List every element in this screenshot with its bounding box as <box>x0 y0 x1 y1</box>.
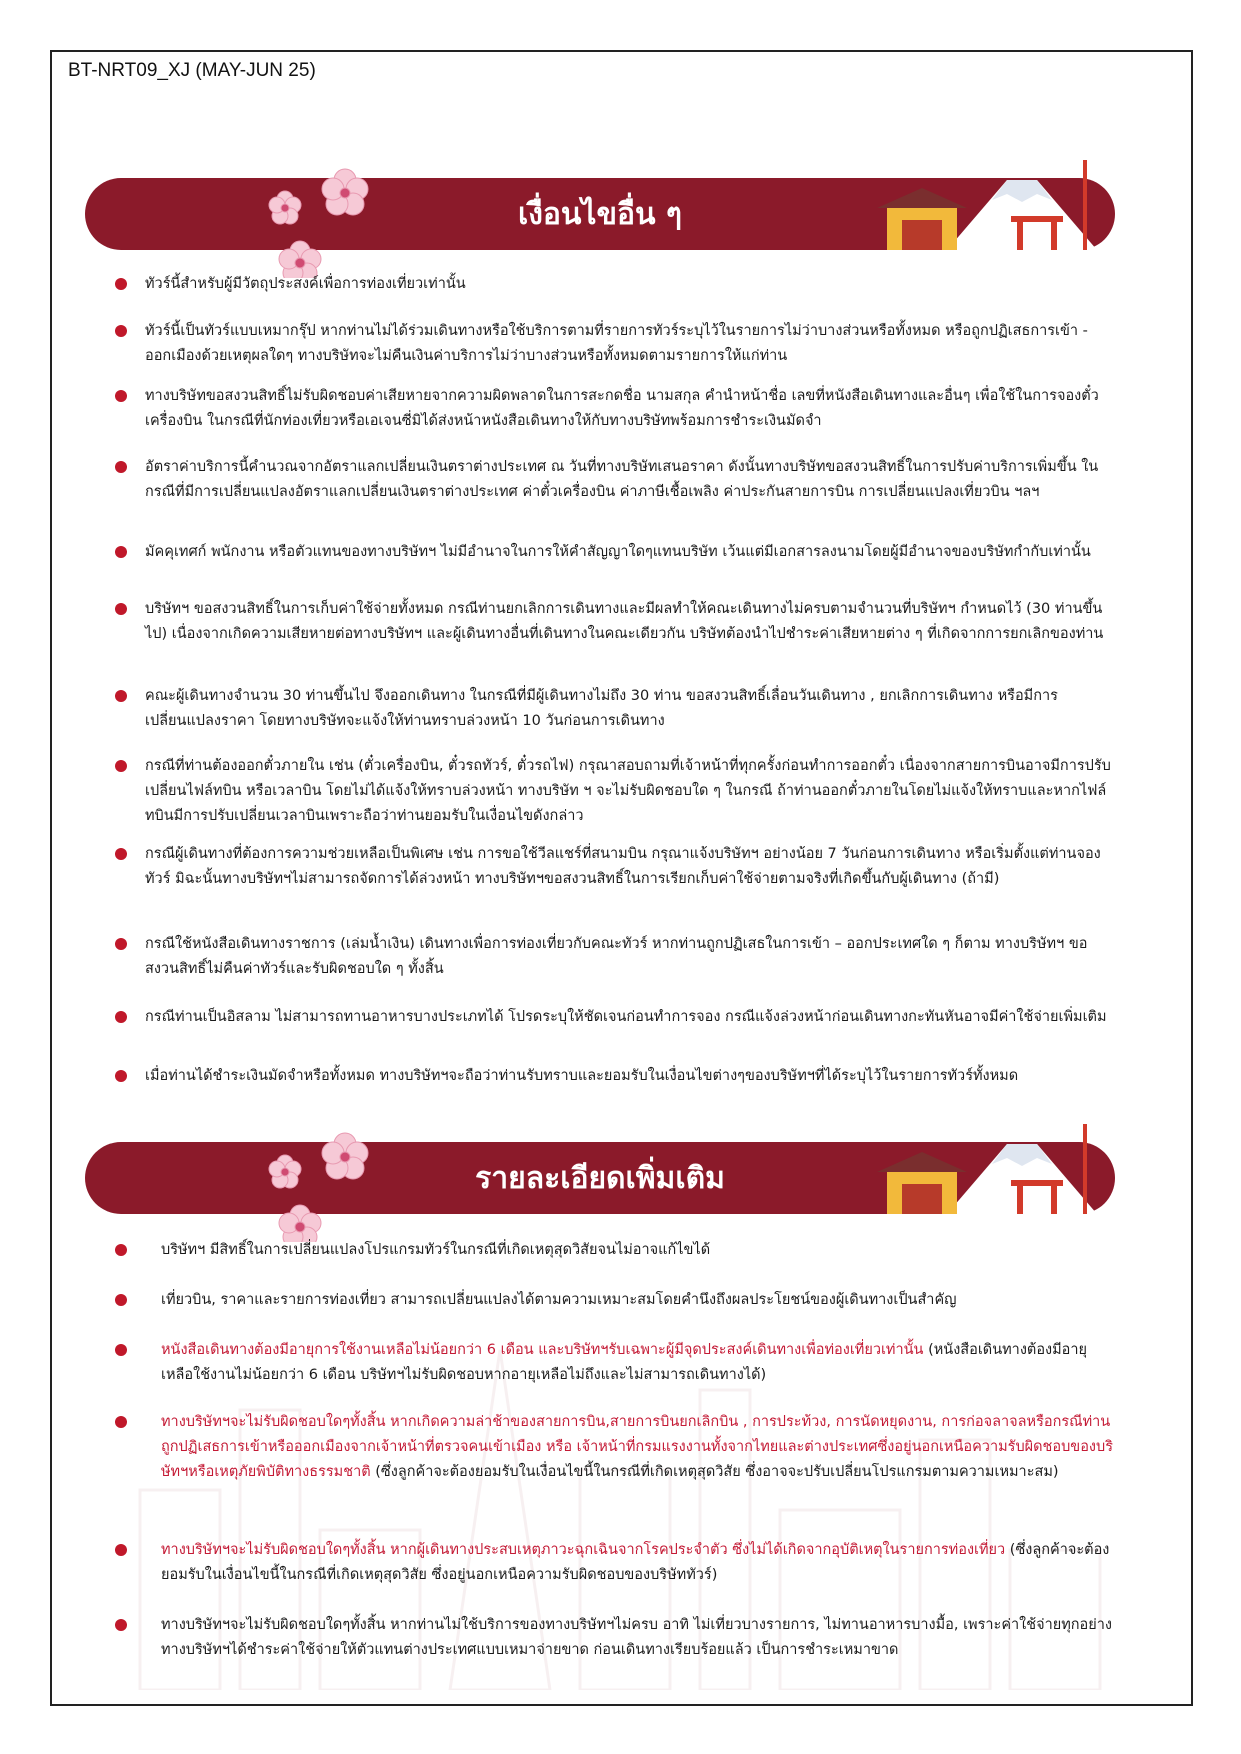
item-text: เที่ยวบิน, ราคาและรายการท่องเที่ยว สามารถเปลี่ยนแปลงได้ตามความเหมาะสมโดยคำนึงถึงผลประโยชน์ของผู้เดินทางเป็นสำคัญ <box>161 1292 957 1308</box>
list-item <box>115 1338 1115 1388</box>
item-text: (ซึ่งลูกค้าจะต้องยอมรับในเงื่อนไขนี้ในกรณีที่เกิดเหตุสุดวิสัย ซึ่งอาจจะปรับเปลี่ยนโปรแกรมตามความเหมาะสม) <box>375 1464 1059 1480</box>
item-text: คณะผู้เดินทางจำนวน 30 ท่านขึ้นไป จึงออกเดินทาง ในกรณีที่มีผู้เดินทางไม่ถึง 30 ท่าน ขอสงวนสิทธิ์เลื่อนวันเดินทาง , ยกเลิกการเดินทาง หรือมีการเปลี่ยนแปลงราคา โดยทางบริษัทจะแจ้งให้ท่านทราบล่วงหน้า 10 วันก่อนการเดินทาง <box>145 688 1058 729</box>
list-item <box>115 319 1115 369</box>
list-item <box>115 384 1115 434</box>
item-text: ทางบริษัทขอสงวนสิทธิ์ไม่รับผิดชอบค่าเสียหายจากความผิดพลาดในการสะกดชื่อ นามสกุล คำนำหน้าชื่อ เลขที่หนังสือเดินทางและอื่นๆ เพื่อใช้ในการจองตั๋วเครื่องบิน ในกรณีที่นักท่องเที่ยวหรือเอเจนซี่มิได้ส่งหน้าหนังสือเดินทางให้กับทางบริษัทพร้อมการชำระเงินมัดจำ <box>145 388 1099 429</box>
list-item <box>115 842 1115 892</box>
bullet-dot <box>115 1416 127 1428</box>
list-item <box>115 684 1115 734</box>
bullet-dot <box>115 278 127 290</box>
sakura-flower-icon <box>235 1132 385 1242</box>
bullet-dot <box>115 938 127 950</box>
list-item <box>115 1288 1115 1313</box>
bullet-dot <box>115 1344 127 1356</box>
section-banner-details <box>85 1142 1115 1214</box>
bullet-dot <box>115 1011 127 1023</box>
item-text: กรณีท่านเป็นอิสลาม ไม่สามารถทานอาหารบางประเภทได้ โปรดระบุให้ชัดเจนก่อนทำการจอง กรณีแจ้งล่วงหน้าก่อนเดินทางกะทันหันอาจมีค่าใช้จ่ายเพิ่มเติม <box>145 1009 1107 1025</box>
list-item <box>115 455 1115 505</box>
list-item <box>115 1538 1115 1588</box>
bullet-dot <box>115 546 127 558</box>
item-text: (ซึ่งลูกค้าจะต้องยอมรับในเงื่อนไขนี้ในกรณีที่เกิดเหตุสุดวิสัย ซึ่งอยู่นอกเหนือความรับผิดชอบของบริษัททัวร์) <box>161 1542 1110 1583</box>
item-text: กรณีที่ท่านต้องออกตั๋วภายใน เช่น (ตั๋วเครื่องบิน, ตั๋วรถทัวร์, ตั๋วรถไฟ) กรุณาสอบถามที่เจ้าหน้าที่ทุกครั้งก่อนทำการออกตั๋ว เนื่องจากสายการบินอาจมีการปรับเปลี่ยนไฟล์ทบิน หรือเวลาบิน โดยไม่ได้แจ้งให้ทราบล่วงหน้า ทางบริษัท ฯ จะไม่รับผิดชอบใด ๆ ในกรณี ถ้าท่านออกตั๋วภายในโดยไม่แจ้งให้ทราบและหากไฟล์ทบินมีการปรับเปลี่ยนเวลาบินเพราะถือว่าท่านยอมรับในเงื่อนไขดังกล่าว <box>145 758 1111 824</box>
list-item <box>115 272 1115 297</box>
item-text: กรณีผู้เดินทางที่ต้องการความช่วยเหลือเป็นพิเศษ เช่น การขอใช้วีลแชร์ที่สนามบิน กรุณาแจ้งบริษัทฯ อย่างน้อย 7 วันก่อนการเดินทาง หรือเริ่มตั้งแต่ท่านจองทัวร์ มิฉะนั้นทางบริษัทฯไม่สามารถจัดการได้ล่วงหน้า ทางบริษัทฯขอสงวนสิทธิ์ในการเรียกเก็บค่าใช้จ่ายตามจริงที่เกิดขึ้นกับผู้เดินทาง (ถ้ามี) <box>145 846 1101 887</box>
list-item <box>115 540 1115 565</box>
item-text: ทัวร์นี้สำหรับผู้มีวัตถุประสงค์เพื่อการท่องเที่ยวเท่านั้น <box>145 276 466 292</box>
item-text-highlight: ทางบริษัทฯจะไม่รับผิดชอบใดๆทั้งสิ้น หากผู้เดินทางประสบเหตุภาวะฉุกเฉินจากโรคประจำตัว ซึ่งไม่ได้เกิดจากอุบัติเหตุในรายการท่องเที่ยว <box>161 1542 1006 1558</box>
bullet-dot <box>115 1619 127 1631</box>
item-text: เมื่อท่านได้ชำระเงินมัดจำหรือทั้งหมด ทางบริษัทฯจะถือว่าท่านรับทราบและยอมรับในเงื่อนไขต่างๆของบริษัทฯที่ได้ระบุไว้ในรายการทัวร์ทั้งหมด <box>145 1068 1019 1084</box>
bullet-dot <box>115 461 127 473</box>
list-item <box>115 1064 1115 1089</box>
sakura-flower-icon <box>235 168 385 278</box>
bullet-dot <box>115 1070 127 1082</box>
list-item <box>115 1005 1115 1030</box>
item-text: ทางบริษัทฯจะไม่รับผิดชอบใดๆทั้งสิ้น หากท่านไม่ใช้บริการของทางบริษัทฯไม่ครบ อาทิ ไม่เที่ยวบางรายการ, ไม่ทานอาหารบางมื้อ, เพราะค่าใช้จ่ายทุกอย่างทางบริษัทฯได้ชำระค่าใช้จ่ายให้ตัวแทนต่างประเทศแบบเหมาจ่ายขาด ก่อนเดินทางเรียบร้อยแล้ว เป็นการชำระเหมาขาด <box>161 1617 1112 1658</box>
section-banner-conditions <box>85 178 1115 250</box>
section-title: เงื่อนไขอื่น ๆ <box>517 196 683 232</box>
section-title: รายละเอียดเพิ่มเติม <box>475 1160 725 1196</box>
item-text-highlight: ทางบริษัทฯจะไม่รับผิดชอบใดๆทั้งสิ้น หากเกิดความล่าช้าของสายการบิน,สายการบินยกเลิกบิน , การประท้วง, การนัดหยุดงาน, การก่อจลาจลหรือกรณีท่านถูกปฏิเสธการเข้าหรือออกเมืองจากเจ้าหน้าที่ตรวจคนเข้าเมือง หรือ เจ้าหน้าที่กรมแรงงานทั้งจากไทยและต่างประเทศซึ่งอยู่นอกเหนือความรับผิดชอบของบริษัทฯหรือเหตุภัยพิบัติทางธรรมชาติ <box>161 1414 1114 1480</box>
list-item <box>115 597 1115 647</box>
item-text: มัคคุเทศก์ พนักงาน หรือตัวแทนของทางบริษัทฯ ไม่มีอำนาจในการให้คำสัญญาใดๆแทนบริษัท เว้นแต่มีเอกสารลงนามโดยผู้มีอำนาจของบริษัทกำกับเท่านั้น <box>145 544 1091 560</box>
bullet-dot <box>115 760 127 772</box>
item-text: (หนังสือเดินทางต้องมีอายุเหลือใช้งานไม่น้อยกว่า 6 เดือน บริษัทฯไม่รับผิดชอบหากอายุเหลือไม่ถึงและไม่สามารถเดินทางได้) <box>161 1342 1088 1383</box>
bullet-dot <box>115 848 127 860</box>
item-text: กรณีใช้หนังสือเดินทางราชการ (เล่มน้ำเงิน) เดินทางเพื่อการท่องเที่ยวกับคณะทัวร์ หากท่านถูกปฏิเสธในการเข้า – ออกประเทศใด ๆ ก็ตาม ทางบริษัทฯ ขอสงวนสิทธิ์ไม่คืนค่าทัวร์และรับผิดชอบใด ๆ ทั้งสิ้น <box>145 936 1088 977</box>
list-item <box>115 1410 1115 1485</box>
list-item <box>115 754 1115 829</box>
item-text: บริษัทฯ ขอสงวนสิทธิ์ในการเก็บค่าใช้จ่ายทั้งหมด กรณีท่านยกเลิกการเดินทางและมีผลทำให้คณะเดินทางไม่ครบตามจำนวนที่บริษัทฯ กำหนดไว้ (30 ท่านขึ้นไป) เนื่องจากเกิดความเสียหายต่อทางบริษัทฯ และผู้เดินทางอื่นที่เดินทางในคณะเดียวกัน บริษัทต้องนำไปชำระค่าเสียหายต่าง ๆ ที่เกิดจากการยกเลิกของท่าน <box>145 601 1104 642</box>
bullet-dot <box>115 1244 127 1256</box>
item-text-highlight: หนังสือเดินทางต้องมีอายุการใช้งานเหลือไม่น้อยกว่า 6 เดือน และบริษัทฯรับเฉพาะผู้มีจุดประสงค์เดินทางเพื่อท่องเที่ยวเท่านั้น <box>161 1342 924 1358</box>
document-code: BT-NRT09_XJ (MAY-JUN 25) <box>68 60 316 81</box>
bullet-dot <box>115 390 127 402</box>
bullet-dot <box>115 325 127 337</box>
item-text: ทัวร์นี้เป็นทัวร์แบบเหมากรุ๊ป หากท่านไม่ได้ร่วมเดินทางหรือใช้บริการตามที่รายการทัวร์ระบุไว้ในรายการไม่ว่าบางส่วนหรือทั้งหมด หรือถูกปฏิเสธการเข้า - ออกเมืองด้วยเหตุผลใดๆ ทางบริษัทจะไม่คืนเงินค่าบริการไม่ว่าบางส่วนหรือทั้งหมดตามรายการให้แก่ท่าน <box>145 323 1088 364</box>
item-text: บริษัทฯ มีสิทธิ์ในการเปลี่ยนแปลงโปรแกรมทัวร์ในกรณีที่เกิดเหตุสุดวิสัยจนไม่อาจแก้ไขได้ <box>161 1242 711 1258</box>
bullet-dot <box>115 603 127 615</box>
bullet-dot <box>115 1544 127 1556</box>
list-item <box>115 1238 1115 1263</box>
item-text: อัตราค่าบริการนี้คำนวณจากอัตราแลกเปลี่ยนเงินตราต่างประเทศ ณ วันที่ทางบริษัทเสนอราคา ดังนั้นทางบริษัทขอสงวนสิทธิ์ในการปรับค่าบริการเพิ่มขึ้น ในกรณีที่มีการเปลี่ยนแปลงอัตราแลกเปลี่ยนเงินตราต่างประเทศ ค่าตั๋วเครื่องบิน ค่าภาษีเชื้อเพลิง ค่าประกันสายการบิน การเปลี่ยนแปลงเที่ยวบิน ฯลฯ <box>145 459 1099 500</box>
bullet-dot <box>115 690 127 702</box>
bullet-dot <box>115 1294 127 1306</box>
japan-landmark-icon <box>867 160 1097 250</box>
list-item <box>115 1613 1115 1663</box>
list-item <box>115 932 1115 982</box>
japan-landmark-icon <box>867 1124 1097 1214</box>
